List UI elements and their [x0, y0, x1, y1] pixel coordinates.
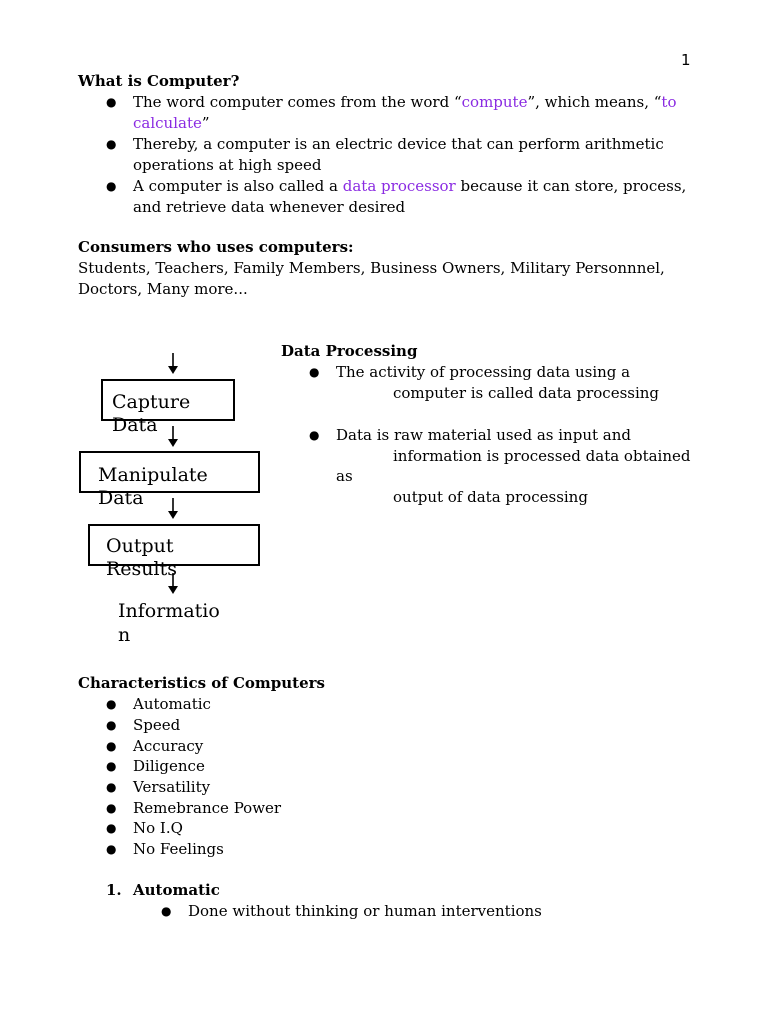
- section-heading-what-is-computer: What is Computer?: [78, 72, 240, 90]
- highlight-term-to: to: [661, 93, 677, 111]
- highlight-term-data-processor: data processor: [342, 177, 456, 195]
- characteristic-item: Remebrance Power: [133, 799, 282, 817]
- bullet-icon: ●: [106, 179, 117, 193]
- section-heading-data-processing: Data Processing: [281, 342, 418, 360]
- bullet-icon: ●: [309, 365, 320, 379]
- bullet-icon: ●: [106, 739, 117, 753]
- characteristic-item: Automatic: [133, 695, 211, 713]
- information-label-line1: Informatio: [118, 600, 220, 622]
- bullet-icon: ●: [106, 780, 117, 794]
- flow-arrow-icon: [167, 426, 179, 448]
- page-number: 1: [681, 51, 691, 69]
- bullet-compute-line1: [133, 92, 676, 113]
- manipulate-data-label-line2: Data: [98, 487, 144, 509]
- text-fragment: A computer is also called a: [133, 177, 343, 195]
- characteristic-item: No Feelings: [133, 840, 224, 858]
- bullet-electric-device-line2: operations at high speed: [133, 156, 322, 174]
- dp-bullet2-line2: information is processed data obtained: [393, 447, 691, 465]
- information-label-line2: n: [118, 624, 131, 646]
- bullet-icon: ●: [106, 137, 117, 151]
- bullet-data-processor-line2: and retrieve data whenever desired: [133, 198, 406, 216]
- capture-data-label-line1: Capture: [112, 391, 191, 413]
- flow-arrow-icon: [167, 498, 179, 520]
- flow-arrow-icon: [167, 353, 179, 375]
- bullet-icon: ●: [106, 842, 117, 856]
- dp-bullet1-line1: The activity of processing data using a: [336, 363, 631, 381]
- dp-bullet1-line2: computer is called data processing: [393, 384, 660, 402]
- text-fragment: ”, which means, “: [527, 93, 662, 111]
- consumers-line1: Students, Teachers, Family Members, Business Owners, Military Personnnel,: [78, 259, 665, 277]
- bullet-icon: ●: [106, 95, 117, 109]
- characteristic-item: Diligence: [133, 757, 205, 775]
- characteristic-item: Speed: [133, 716, 181, 734]
- bullet-icon: ●: [106, 821, 117, 835]
- bullet-electric-device-line1: Thereby, a computer is an electric device that can perform arithmetic: [133, 135, 664, 153]
- numbered-heading-automatic: Automatic: [133, 881, 220, 899]
- consumers-line2: Doctors, Many more...: [78, 280, 248, 298]
- text-fragment: ”: [201, 114, 210, 132]
- output-results-label-line2: Results: [106, 558, 177, 580]
- section-heading-characteristics: Characteristics of Computers: [78, 674, 325, 692]
- dp-bullet2-line4: output of data processing: [393, 488, 588, 506]
- bullet-icon: ●: [106, 697, 117, 711]
- dp-bullet2-line3: as: [336, 467, 353, 485]
- characteristic-item: Versatility: [133, 778, 211, 796]
- text-fragment: The word computer comes from the word “: [133, 93, 462, 111]
- bullet-icon: ●: [106, 801, 117, 815]
- bullet-data-processor-line1: [133, 176, 686, 197]
- numbered-heading-index: 1.: [106, 881, 122, 899]
- characteristic-item: No I.Q: [133, 819, 183, 837]
- bullet-compute-line2: [133, 113, 210, 134]
- flow-arrow-icon: [167, 573, 179, 595]
- bullet-icon: ●: [309, 428, 320, 442]
- bullet-icon: ●: [161, 904, 172, 918]
- highlight-term-compute: compute: [461, 93, 528, 111]
- highlight-term-calculate: calculate: [133, 114, 202, 132]
- bullet-icon: ●: [106, 718, 117, 732]
- capture-data-label-line2: Data: [112, 414, 158, 436]
- output-results-label-line1: Output: [106, 535, 174, 557]
- section-heading-consumers: Consumers who uses computers:: [78, 238, 354, 256]
- manipulate-data-label-line1: Manipulate: [98, 464, 208, 486]
- text-fragment: because it can store, process,: [455, 177, 687, 195]
- dp-bullet2-line1: Data is raw material used as input and: [336, 426, 631, 444]
- automatic-bullet1: Done without thinking or human interventions: [188, 902, 542, 920]
- bullet-icon: ●: [106, 759, 117, 773]
- characteristic-item: Accuracy: [133, 737, 204, 755]
